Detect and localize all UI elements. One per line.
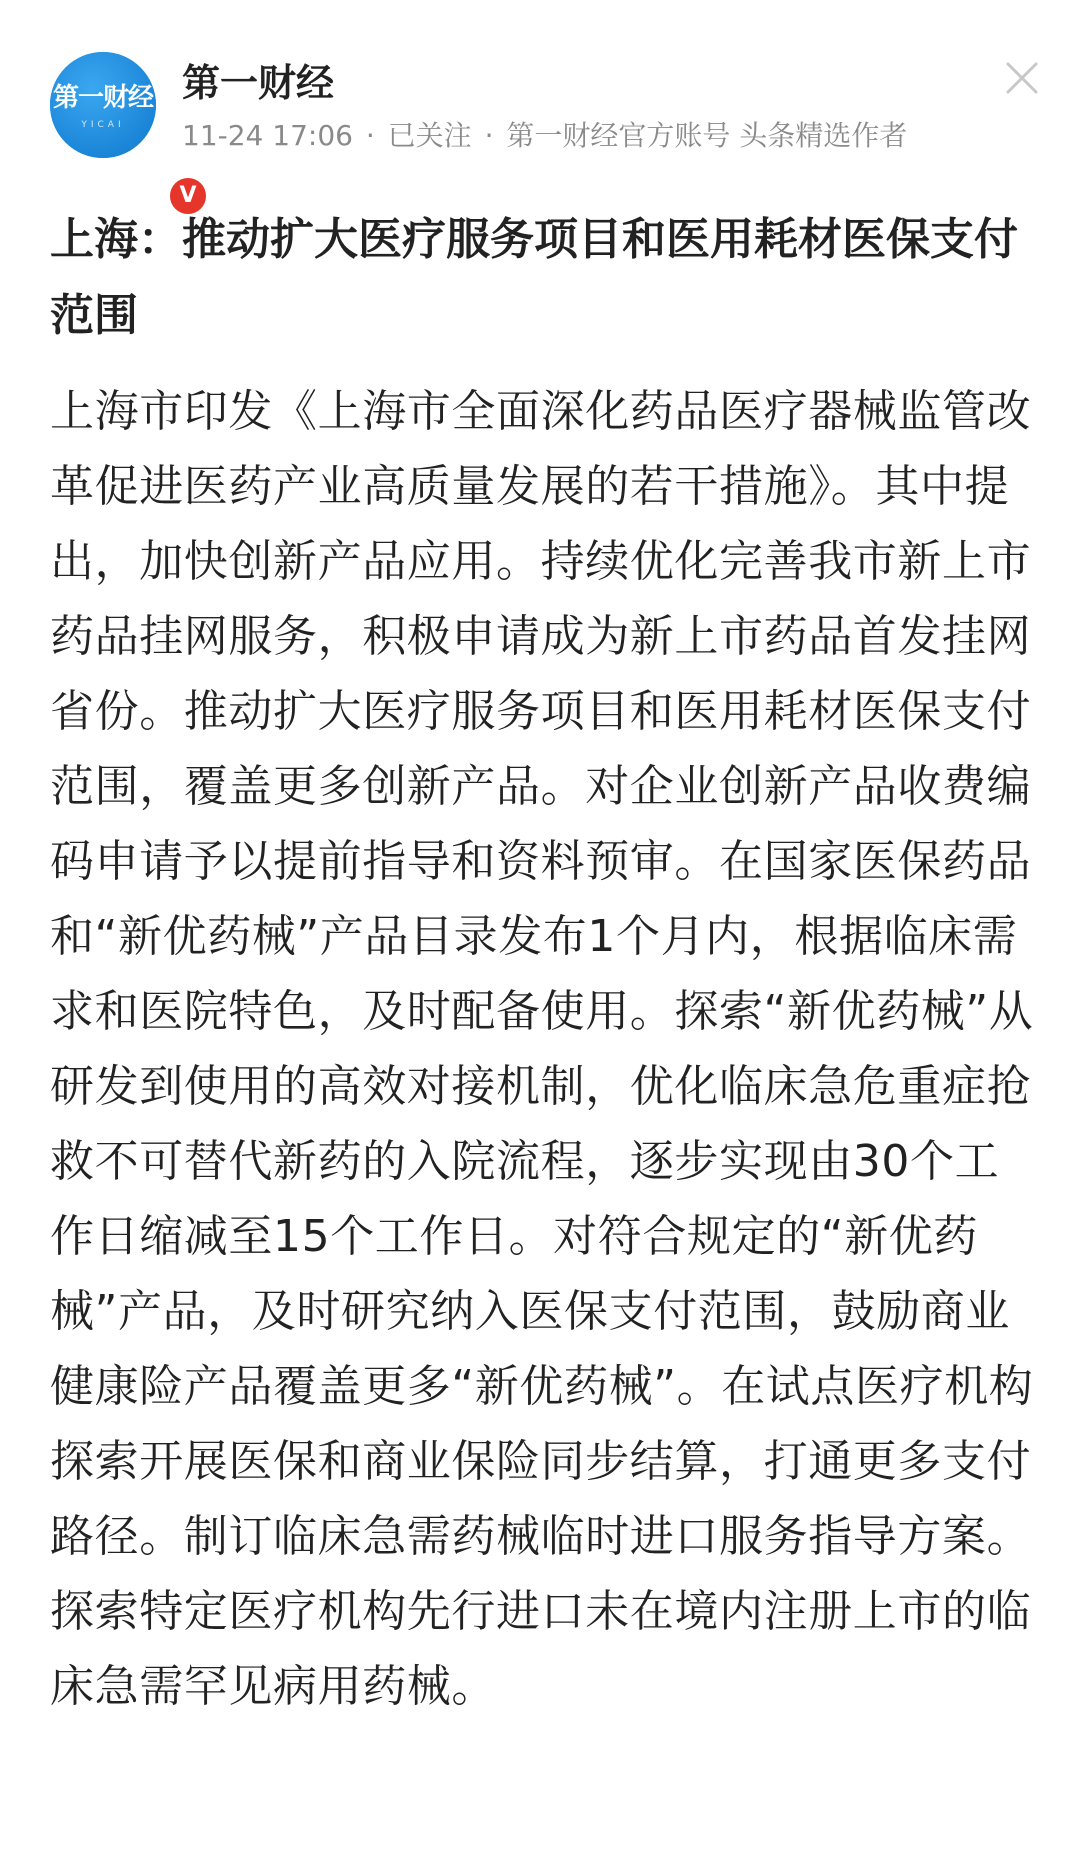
account-name[interactable]: 第一财经 [182,61,335,105]
separator-dot: · [484,119,494,152]
avatar[interactable] [50,52,197,208]
article-header [0,0,1080,208]
brand-logo-subtext: YICAI [81,120,125,130]
brand-logo [50,52,156,158]
brand-logo-text: 第一财经 [52,83,153,113]
follow-status[interactable]: 已关注 [387,119,472,152]
verified-badge-icon: V [166,174,210,218]
account-description: 第一财经官方账号 头条精选作者 [506,119,908,152]
separator-dot: · [365,119,375,152]
article-body: 上海市印发《上海市全面深化药品医疗器械监管改革促进医药产业高质量发展的若干措施》。其中提出，加快创新产品应用。持续优化完善我市新上市药品挂网服务，积极申请成为新上市药品首发挂网省份。推动扩大医疗服务项目和医用耗材医保支付范围，覆盖更多创新产品。对企业创新产品收费编码申请予以提前指导和资料预审。在国家医保药品和“新优药械”产品目录发布1个月内，根据临床需求和医院特色，及时配备使用。探索“新优药械”从研发到使用的高效对接机制，优化临床急危重症抢救不可替代新药的入院流程，逐步实现由30个工作日缩减至15个工作日。对符合规定的“新优药械”产品，及时研究纳入医保支付范围，鼓励商业健康险产品覆盖更多“新优药械”。在试点医疗机构探索开展医保和商业保险同步结算，打通更多支付路径。制订临床急需药械临时进口服务指导方案。探索特定医疗机构先行进口未在境内注册上市的临床急需罕见病用药械。 [50,386,1034,1712]
post-meta [182,116,907,156]
article-title: 上海：推动扩大医疗服务项目和医用耗材医保支付范围 [50,214,1018,341]
post-datetime: 11-24 17:06 [182,119,353,152]
close-icon[interactable] [1002,58,1042,98]
